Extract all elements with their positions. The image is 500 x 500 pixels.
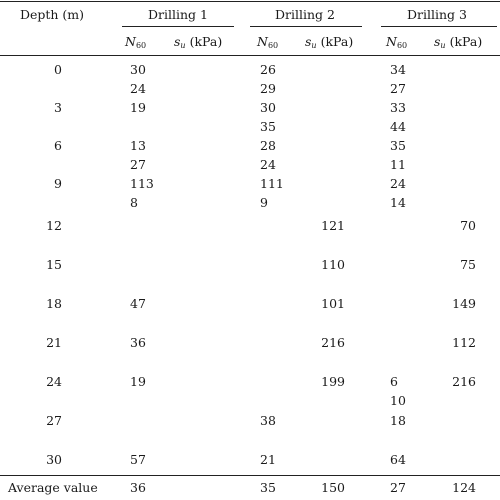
average-value: 150 [321, 480, 345, 495]
table-cell: 111 [260, 176, 284, 191]
su-header-3 [434, 35, 482, 53]
table-cell: 70 [460, 218, 476, 233]
table-cell: 110 [321, 257, 345, 272]
depth-value: 12 [46, 218, 62, 233]
table-cell: 30 [260, 100, 276, 115]
average-value: 35 [260, 480, 276, 495]
table-cell: 9 [260, 195, 268, 210]
n-symbol: N [257, 34, 268, 49]
table-cell: 75 [460, 257, 476, 272]
table-cell: 21 [260, 452, 276, 467]
su-symbol: s [174, 34, 181, 49]
table-cell: 216 [321, 335, 345, 350]
su-unit: (kPa) [189, 34, 223, 49]
table-cell: 14 [390, 195, 406, 210]
footer-rule [0, 475, 500, 476]
su-symbol: s [434, 34, 441, 49]
table-cell: 24 [260, 157, 276, 172]
n-symbol: N [386, 34, 397, 49]
n-subscript: 60 [267, 41, 279, 50]
drilling-header-2: Drilling 2 [275, 7, 335, 22]
table-cell: 8 [130, 195, 138, 210]
average-value: 27 [390, 480, 406, 495]
drilling-header-1: Drilling 1 [148, 7, 208, 22]
n-subscript: 60 [396, 41, 408, 50]
table-cell: 57 [130, 452, 146, 467]
group-underline-2 [250, 26, 362, 27]
drilling-header-3: Drilling 3 [407, 7, 467, 22]
table-cell: 38 [260, 413, 276, 428]
table-cell: 121 [321, 218, 345, 233]
su-subscript: u [440, 41, 446, 50]
table-cell: 35 [260, 119, 276, 134]
depth-header: Depth (m) [19, 7, 85, 22]
table-cell: 26 [260, 62, 276, 77]
su-subscript: u [180, 41, 186, 50]
table-cell: 112 [452, 335, 476, 350]
depth-value: 18 [46, 296, 62, 311]
depth-value: 3 [54, 100, 62, 115]
depth-value: 30 [46, 452, 62, 467]
header-rule [0, 55, 500, 56]
table-cell: 6 [390, 374, 398, 389]
table-cell: 33 [390, 100, 406, 115]
average-value: 124 [452, 480, 476, 495]
depth-value: 9 [54, 176, 62, 191]
table-cell: 113 [130, 176, 154, 191]
depth-value: 21 [46, 335, 62, 350]
table-cell: 101 [321, 296, 345, 311]
n-subscript: 60 [135, 41, 147, 50]
group-underline-3 [381, 26, 497, 27]
depth-value: 15 [46, 257, 62, 272]
table-cell: 13 [130, 138, 146, 153]
table-cell: 44 [390, 119, 406, 134]
depth-value: 0 [54, 62, 62, 77]
n60-header-2 [257, 35, 278, 53]
table-cell: 24 [130, 81, 146, 96]
table-cell: 149 [452, 296, 476, 311]
n60-header-3 [386, 35, 407, 53]
table-cell: 27 [130, 157, 146, 172]
table-cell: 36 [130, 335, 146, 350]
table-cell: 28 [260, 138, 276, 153]
depth-value: 24 [46, 374, 62, 389]
n-symbol: N [125, 34, 136, 49]
depth-value: 6 [54, 138, 62, 153]
n60-header-1 [125, 35, 146, 53]
table-cell: 11 [390, 157, 406, 172]
table-cell: 27 [390, 81, 406, 96]
su-header-1 [174, 35, 222, 53]
depth-value: 27 [46, 413, 62, 428]
table-cell: 19 [130, 100, 146, 115]
table-cell: 29 [260, 81, 276, 96]
table-cell: 47 [130, 296, 146, 311]
average-value: 36 [130, 480, 146, 495]
group-underline-1 [122, 26, 234, 27]
su-header-2 [305, 35, 353, 53]
su-unit: (kPa) [449, 34, 483, 49]
top-rule [0, 1, 500, 2]
table-cell: 18 [390, 413, 406, 428]
table-cell: 199 [321, 374, 345, 389]
su-unit: (kPa) [320, 34, 354, 49]
table-cell: 10 [390, 393, 406, 408]
su-symbol: s [305, 34, 312, 49]
average-label: Average value [8, 480, 98, 495]
table-cell: 35 [390, 138, 406, 153]
table-cell: 64 [390, 452, 406, 467]
table-cell: 19 [130, 374, 146, 389]
table-cell: 216 [452, 374, 476, 389]
table-cell: 30 [130, 62, 146, 77]
table-cell: 34 [390, 62, 406, 77]
table-cell: 24 [390, 176, 406, 191]
su-subscript: u [311, 41, 317, 50]
